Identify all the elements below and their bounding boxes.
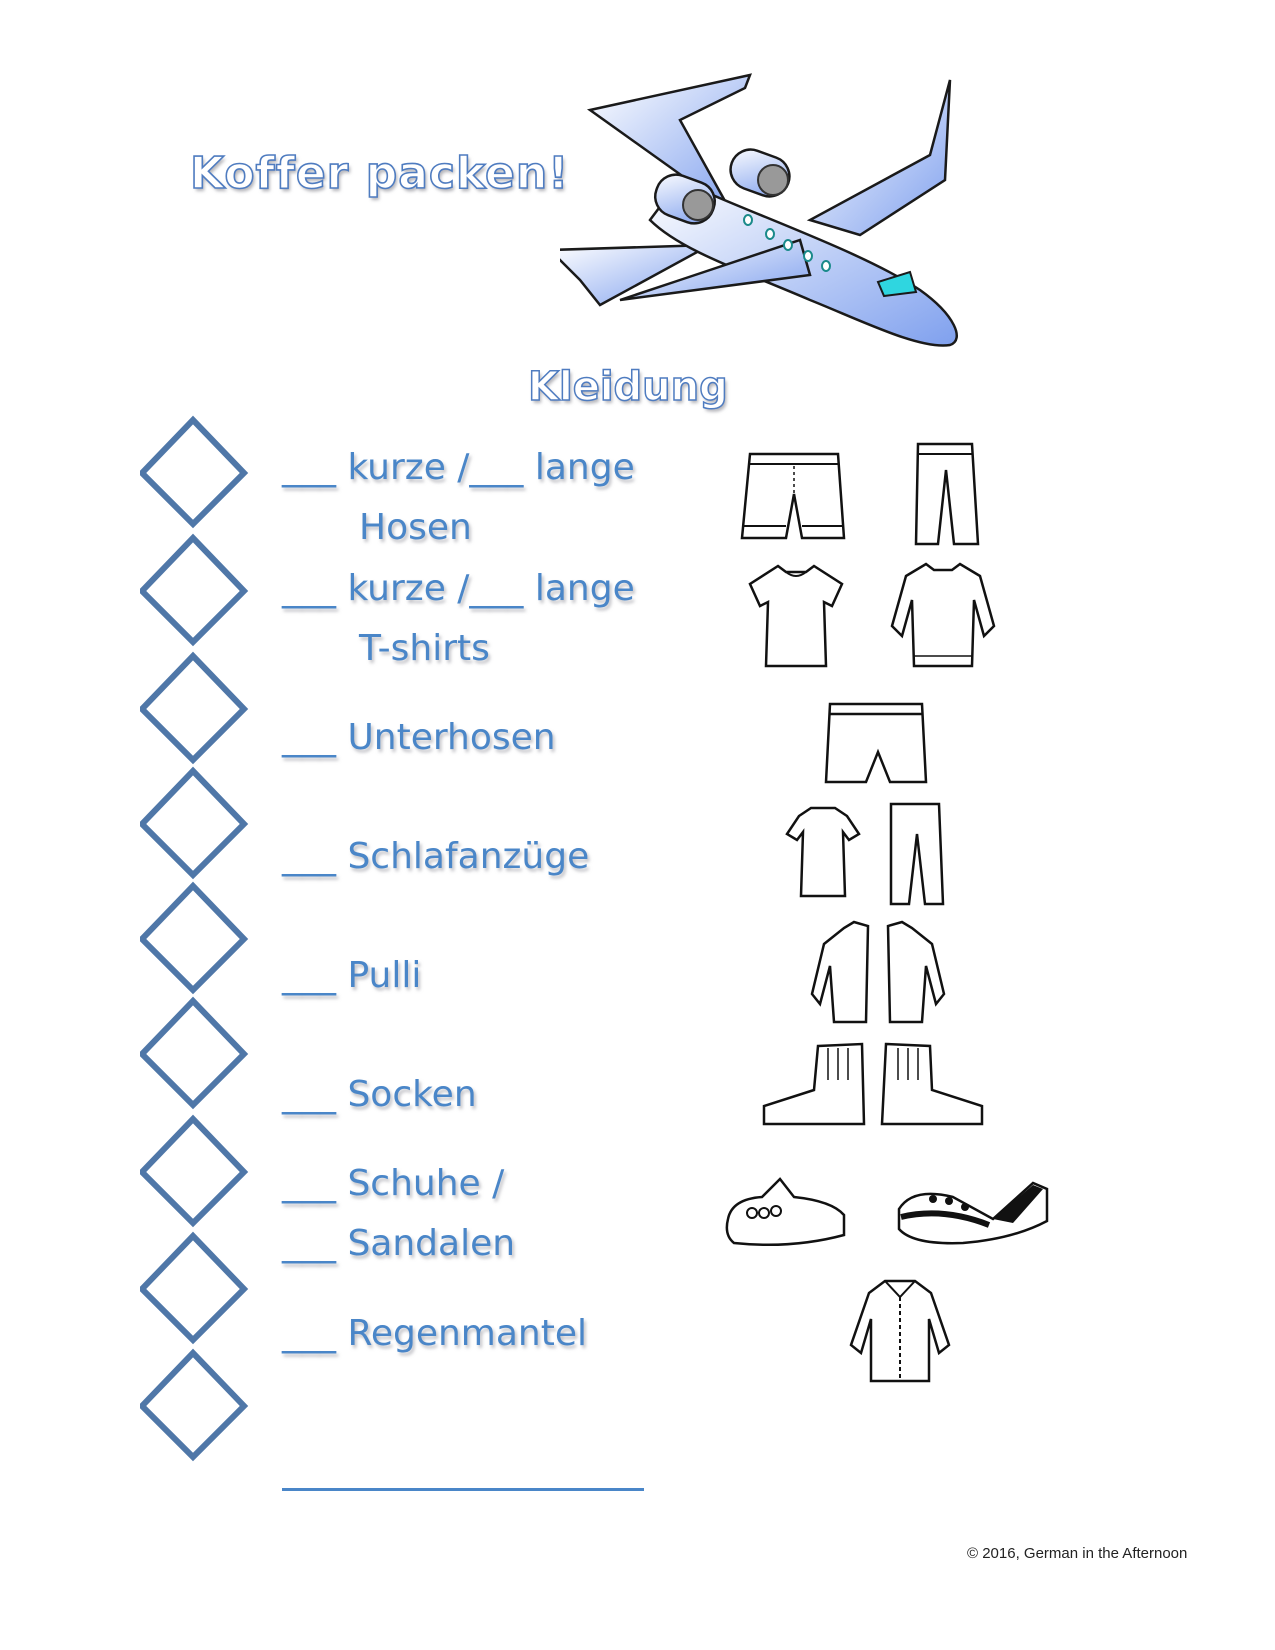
blank-write-in-line[interactable]	[282, 1488, 644, 1491]
socks-icon	[760, 1040, 1000, 1130]
pajamas-icon	[785, 800, 955, 910]
item-text: ___ kurze /___ lange	[282, 447, 635, 488]
page-title: Koffer packen!	[190, 148, 570, 199]
checkbox-diamond[interactable]	[140, 1347, 260, 1467]
checkbox-diamond[interactable]	[140, 1230, 260, 1350]
checklist-item	[282, 1065, 477, 1125]
item-text: ___ Regenmantel	[282, 1313, 588, 1354]
sandal-icon	[893, 1173, 1053, 1253]
checklist-item	[282, 1154, 515, 1274]
long-pants-icon	[912, 440, 982, 550]
long-sleeve-shirt-icon	[888, 560, 998, 672]
checklist-item	[282, 827, 589, 887]
checkbox-diamond[interactable]	[140, 1113, 260, 1233]
copyright-footer: © 2016, German in the Afternoon	[967, 1545, 1188, 1562]
checkbox-diamond[interactable]	[140, 880, 260, 1000]
checklist-item	[282, 1304, 587, 1364]
shorts-icon	[738, 446, 848, 546]
checkbox-diamond[interactable]	[140, 650, 260, 770]
item-text: ___ Schuhe /	[282, 1163, 505, 1204]
checklist-item	[282, 946, 421, 1006]
checkbox-diamond[interactable]	[140, 995, 260, 1115]
item-text: ___ Socken	[282, 1074, 477, 1115]
item-text: Hosen	[359, 507, 472, 548]
item-text: ___ Schlafanzüge	[282, 836, 590, 877]
checkbox-diamond[interactable]	[140, 414, 260, 534]
checklist-item	[282, 559, 635, 679]
section-heading: Kleidung	[528, 364, 728, 410]
shoe-icon	[722, 1173, 852, 1253]
checklist-item	[282, 438, 635, 558]
sweater-icon	[808, 918, 948, 1028]
item-text: T-shirts	[359, 628, 490, 669]
raincoat-icon	[845, 1275, 955, 1385]
item-text: ___ Sandalen	[282, 1223, 516, 1264]
item-text: ___ Pulli	[282, 955, 422, 996]
checkbox-diamond[interactable]	[140, 532, 260, 652]
checkbox-diamond[interactable]	[140, 765, 260, 885]
checklist-item	[282, 708, 556, 768]
item-text: ___ kurze /___ lange	[282, 568, 635, 609]
item-text: ___ Unterhosen	[282, 717, 556, 758]
underpants-icon	[822, 698, 932, 788]
short-sleeve-shirt-icon	[746, 562, 846, 670]
airplane-icon	[560, 60, 1010, 360]
